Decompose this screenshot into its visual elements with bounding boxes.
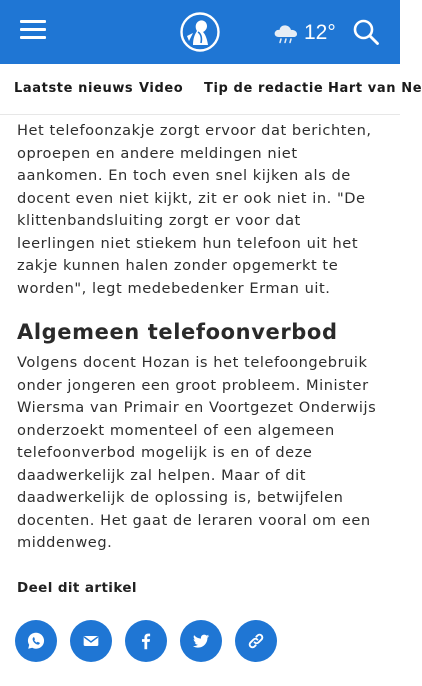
weather-temperature: 12° [304, 21, 336, 44]
share-whatsapp-button[interactable] [15, 620, 57, 662]
facebook-icon [135, 630, 157, 652]
menu-icon [20, 20, 46, 23]
article-paragraph: Het telefoonzakje zorgt ervoor dat berichten, oproepen en andere meldingen niet aankomen. En toch even snel kijken als de docent even niet kijkt, zit er ook niet in. "De klittenbandsluiting zorgt er voor dat leerlingen niet stiekem hun telefoon uit het zakje kunnen halen zonder opgemerkt te worden", legt medebedenker Erman uit. [17, 122, 372, 297]
share-facebook-button[interactable] [125, 620, 167, 662]
link-icon [245, 630, 267, 652]
article-subheading: Algemeen telefoonverbod [17, 320, 338, 344]
share-link-button[interactable] [235, 620, 277, 662]
share-twitter-button[interactable] [180, 620, 222, 662]
nav-item-laatste-nieuws[interactable]: Laatste nieuws [14, 81, 134, 96]
share-email-button[interactable] [70, 620, 112, 662]
cloud-rain-icon [272, 22, 300, 44]
weather-widget[interactable] [272, 20, 336, 46]
nav-item-video[interactable]: Video [139, 81, 184, 96]
section-nav [0, 64, 422, 115]
nav-item-tip-de-redactie[interactable]: Tip de redactie [204, 81, 324, 96]
twitter-icon [190, 630, 212, 652]
menu-button[interactable] [20, 18, 46, 40]
article-paragraph: Volgens docent Hozan is het telefoongebruik onder jongeren een groot probleem. Minister Wiersma van Primair en Voortgezet Onderwijs onderzoekt momenteel of een algemeen telefoonverbod mogelijk is en of deze daadwerkelijk zal helpen. Maar of dit daadwerkelijk de oplossing is, betwijfelen docenten. Het gaat de leraren vooral om een middenweg. [17, 354, 377, 551]
whatsapp-icon [25, 630, 47, 652]
email-icon [80, 630, 102, 652]
logo-icon[interactable] [180, 12, 220, 52]
article-body [17, 116, 383, 555]
top-bar [0, 0, 400, 64]
nav-item-hart-van-nederland[interactable]: Hart van Ne [328, 81, 422, 96]
search-icon[interactable] [352, 18, 380, 46]
share-buttons [15, 620, 290, 662]
share-label: Deel dit artikel [17, 580, 137, 596]
